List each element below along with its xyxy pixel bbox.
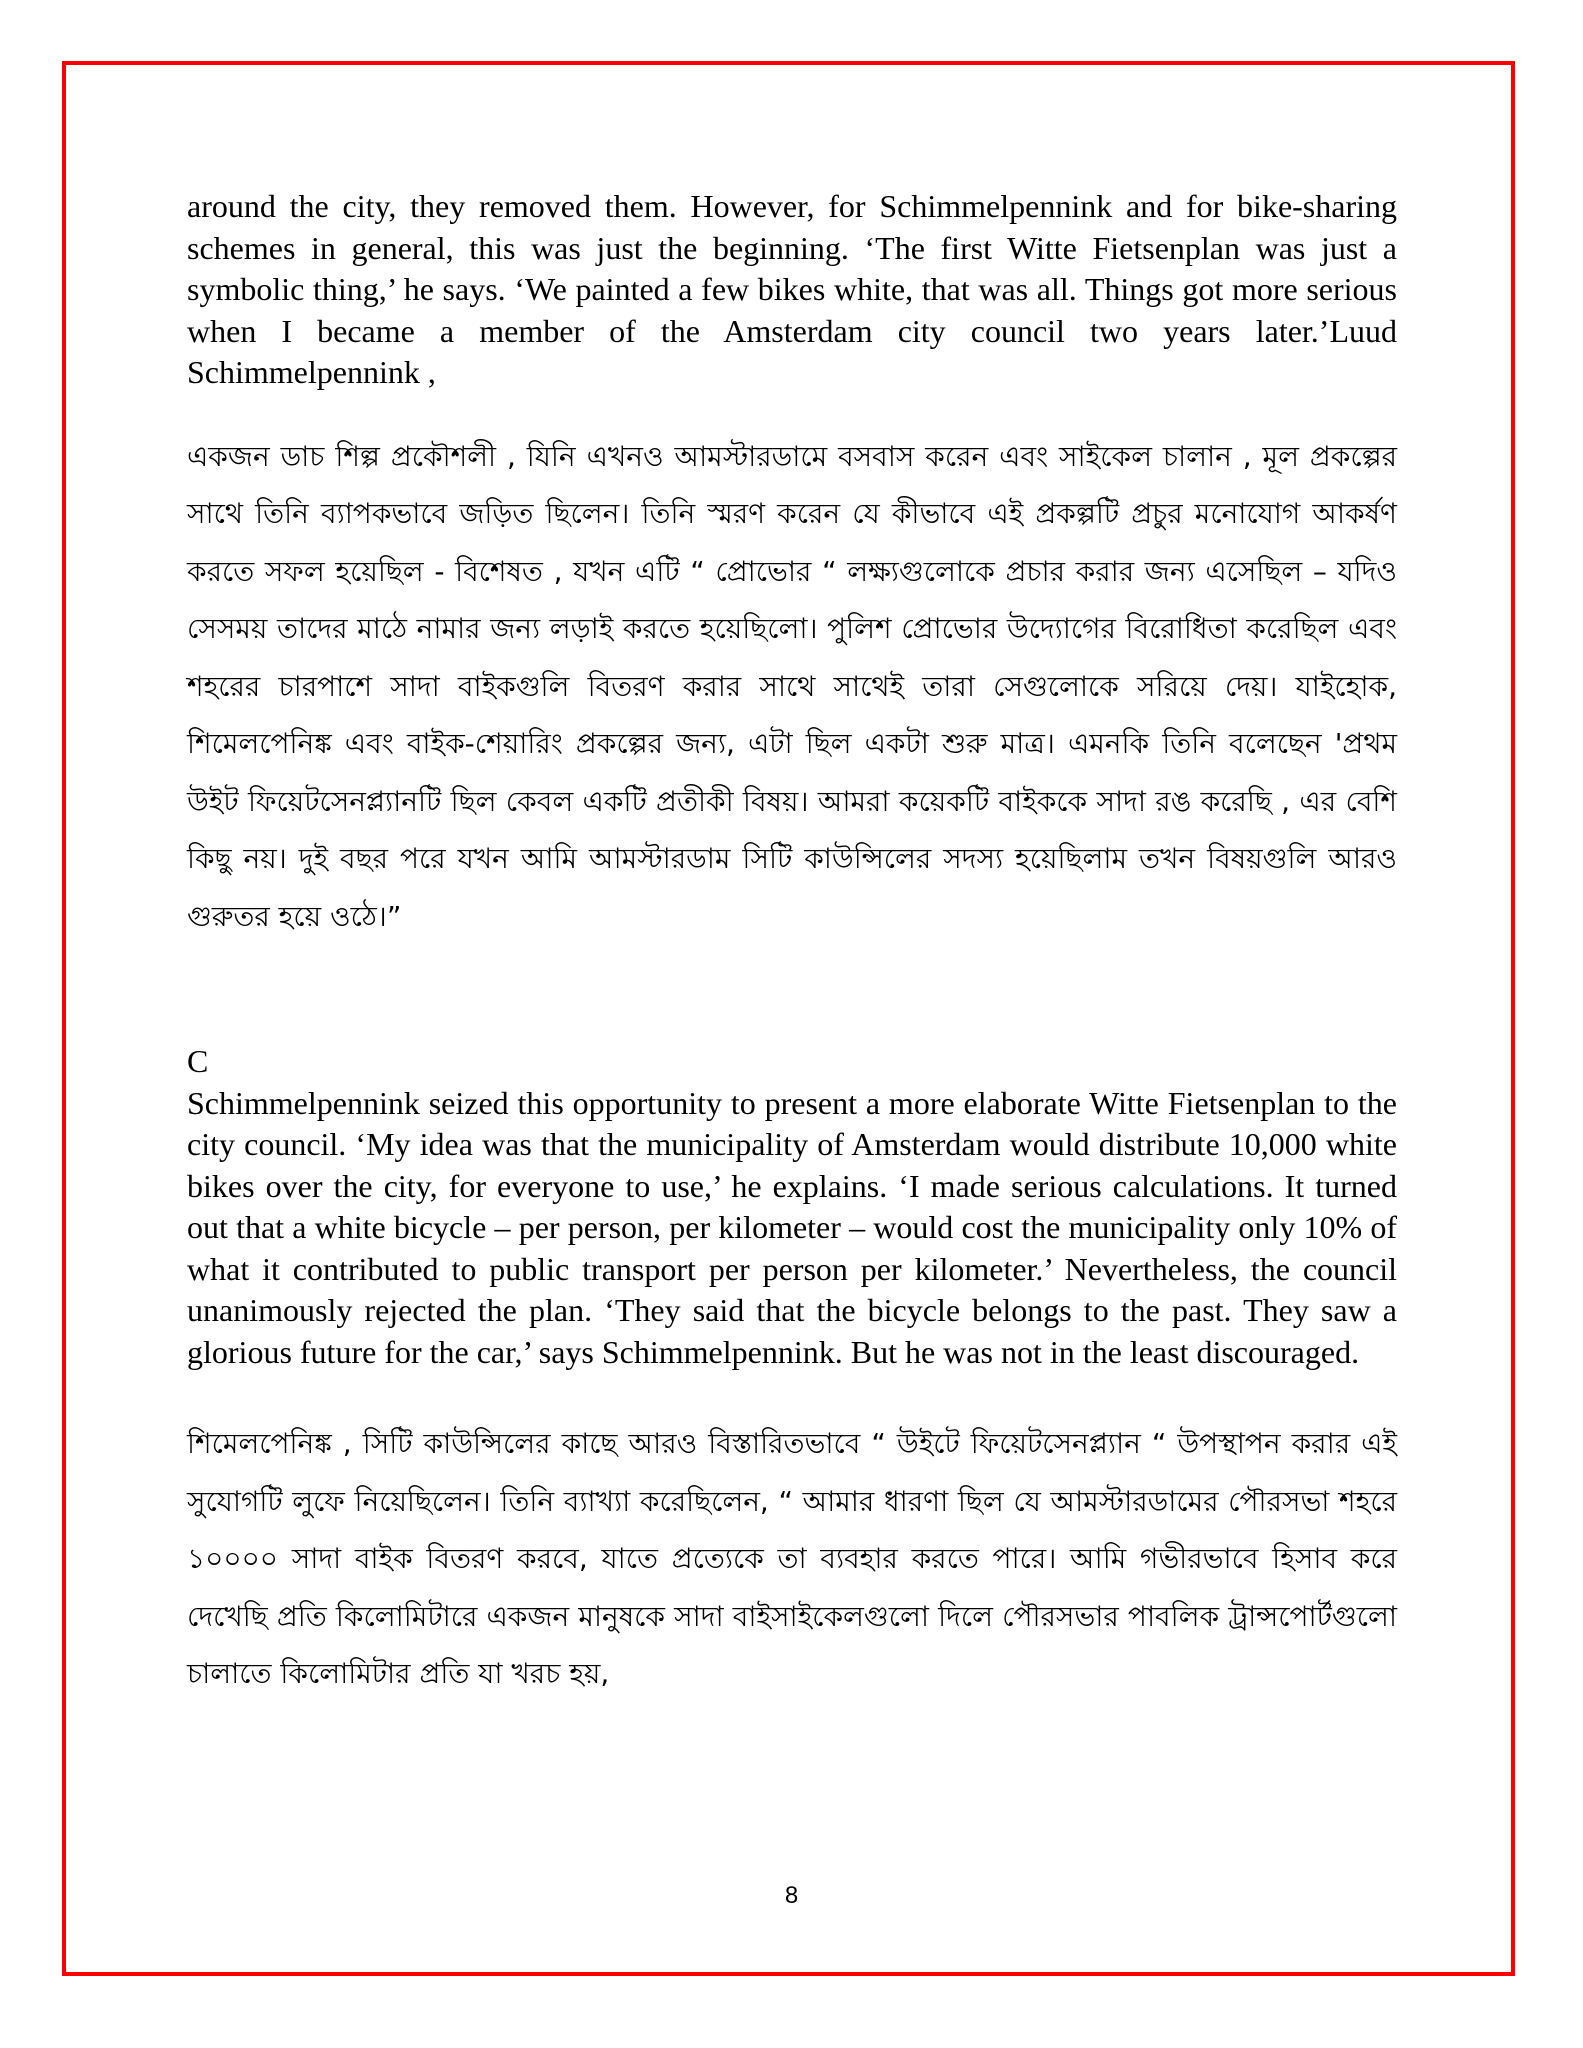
page-number: 8: [784, 1882, 799, 1909]
section-heading: C: [187, 1043, 209, 1079]
document-body: [187, 186, 1397, 1703]
paragraph-bengali-1: একজন ডাচ শিল্প প্রকৌশলী , যিনি এখনও আমস্টারডামে বসবাস করেন এবং সাইকেল চালান , মূল প্রকল্পের সাথে তিনি ব্যাপকভাবে জড়িত ছিলেন। তিনি স্মরণ করেন যে কীভাবে এই প্রকল্পটি প্রচুর মনোযোগ আকর্ষণ করতে সফল হয়েছিল - বিশেষত , যখন এটি “ প্রোভোর “ লক্ষ্যগুলোকে প্রচার করার জন্য এসেছিল – যদিও সেসময় তাদের মাঠে নামার জন্য লড়াই করতে হয়েছিলো। পুলিশ প্রোভোর উদ্যোগের বিরোধিতা করেছিল এবং শহরের চারপাশে সাদা বাইকগুলি বিতরণ করার সাথে সাথেই তারা সেগুলোকে সরিয়ে দেয়। যাইহোক, শিমেলপেনিঙ্ক এবং বাইক-শেয়ারিং প্রকল্পের জন্য, এটা ছিল একটা শুরু মাত্র। এমনকি তিনি বলেছেন 'প্রথম উইট ফিয়েটসেনপ্ল্যানটি ছিল কেবল একটি প্রতীকী বিষয়। আমরা কয়েকটি বাইককে সাদা রঙ করেছি , এর বেশি কিছু নয়। দুই বছর পরে যখন আমি আমস্টারডাম সিটি কাউন্সিলের সদস্য হয়েছিলাম তখন বিষয়গুলি আরও গুরুতর হয়ে ওঠে।”: [187, 439, 1397, 933]
paragraph-english-2: Schimmelpennink seized this opportunity to present a more elaborate Witte Fietsenplan to the city council. ‘My idea was that the municipality of Amsterdam would distribute 10,000 white bikes over the city, for everyone to use,’ he explains. ‘I made serious calculations. It turned out that a white bicycle – per person, per kilometer – would cost the municipality only 10% of what it contributed to public transport per person per kilometer.’ Nevertheless, the council unanimously rejected the plan. ‘They said that the bicycle belongs to the past. They saw a glorious future for the car,’ says Schimmelpennink. But he was not in the least discouraged.: [187, 1084, 1397, 1370]
paragraph-english-1: around the city, they removed them. However, for Schimmelpennink and for bike-sharing schemes in general, this was just the beginning. ‘The first Witte Fietsenplan was just a symbolic thing,’ he says. ‘We painted a few bikes white, that was all. Things got more serious when I became a member of the Amsterdam city council two years later.’Luud Schimmelpennink ,: [187, 188, 1397, 390]
paragraph-bengali-2: শিমেলপেনিঙ্ক , সিটি কাউন্সিলের কাছে আরও বিস্তারিতভাবে “ উইটে ফিয়েটসেনপ্ল্যান “ উপস্থাপন করার এই সুযোগটি লুফে নিয়েছিলেন। তিনি ব্যাখ্যা করেছিলেন, “ আমার ধারণা ছিল যে আমস্টারডামের পৌরসভা শহরে ১০০০০ সাদা বাইক বিতরণ করবে, যাতে প্রত্যেকে তা ব্যবহার করতে পারে। আমি গভীরভাবে হিসাব করে দেখেছি প্রতি কিলোমিটারে একজন মানুষকে সাদা বাইসাইকেলগুলো দিলে পৌরসভার পাবলিক ট্রান্সপোর্টগুলো চালাতে কিলোমিটার প্রতি যা খরচ হয়,: [187, 1427, 1397, 1690]
